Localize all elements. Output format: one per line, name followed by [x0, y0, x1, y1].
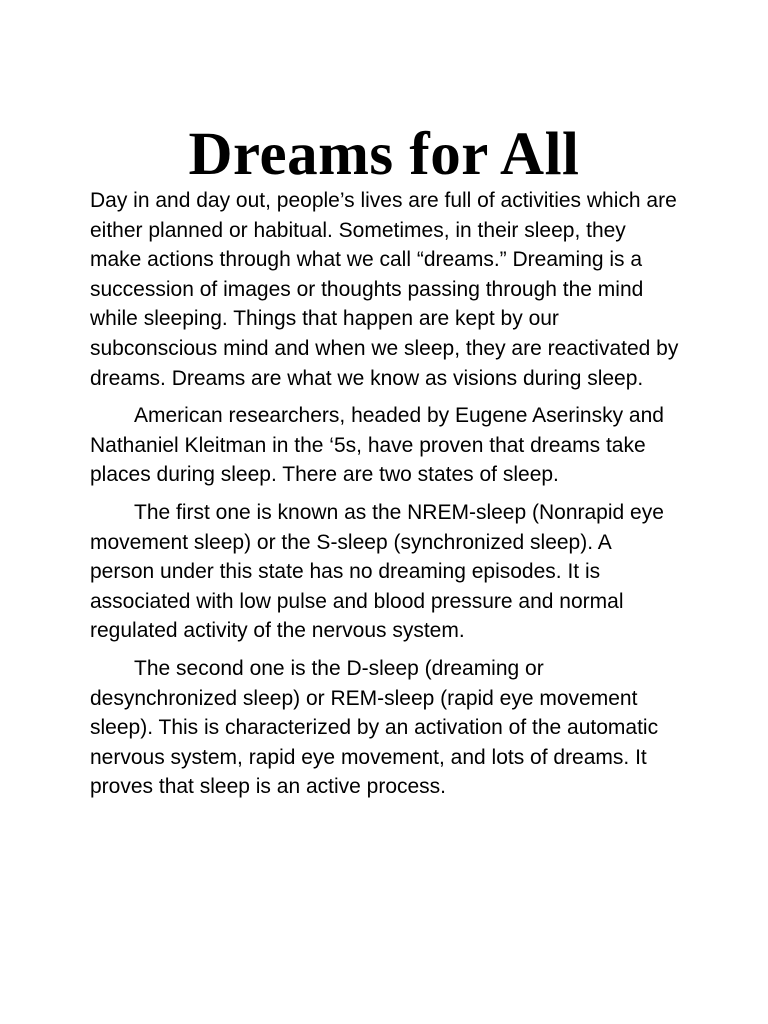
paragraph-intro: Day in and day out, people’s lives are full of activities which are either planned or habitual. Sometimes, in their sleep, they make actions through what we call “dreams.” Dreaming is a succession of images or thoughts passing through the mind while sleeping. Things that happen are kept by our subconscious mind and when we sleep, they are reactivated by dreams. Dreams are what we know as visions during sleep. — [90, 189, 679, 390]
document-body — [90, 186, 680, 810]
paragraph-researchers: American researchers, headed by Eugene Aserinsky and Nathaniel Kleitman in the ‘5s, have proven that dreams take places during sleep. There are two states of sleep. — [90, 404, 664, 487]
paragraph-rem-sleep: The second one is the D-sleep (dreaming or desynchronized sleep) or REM-sleep (rapid eye movement sleep). This is characterized by an activation of the automatic nervous system, rapid eye movement, and lots of dreams. It proves that sleep is an active process. — [90, 656, 659, 799]
paragraph-nrem-sleep: The first one is known as the NREM-sleep (Nonrapid eye movement sleep) or the S-sleep (synchronized sleep). A person under this state has no dreaming episodes. It is associated with low pulse and blood pressure and normal regulated activity of the nervous system. — [90, 500, 664, 643]
document-title: Dreams for All — [188, 121, 580, 188]
